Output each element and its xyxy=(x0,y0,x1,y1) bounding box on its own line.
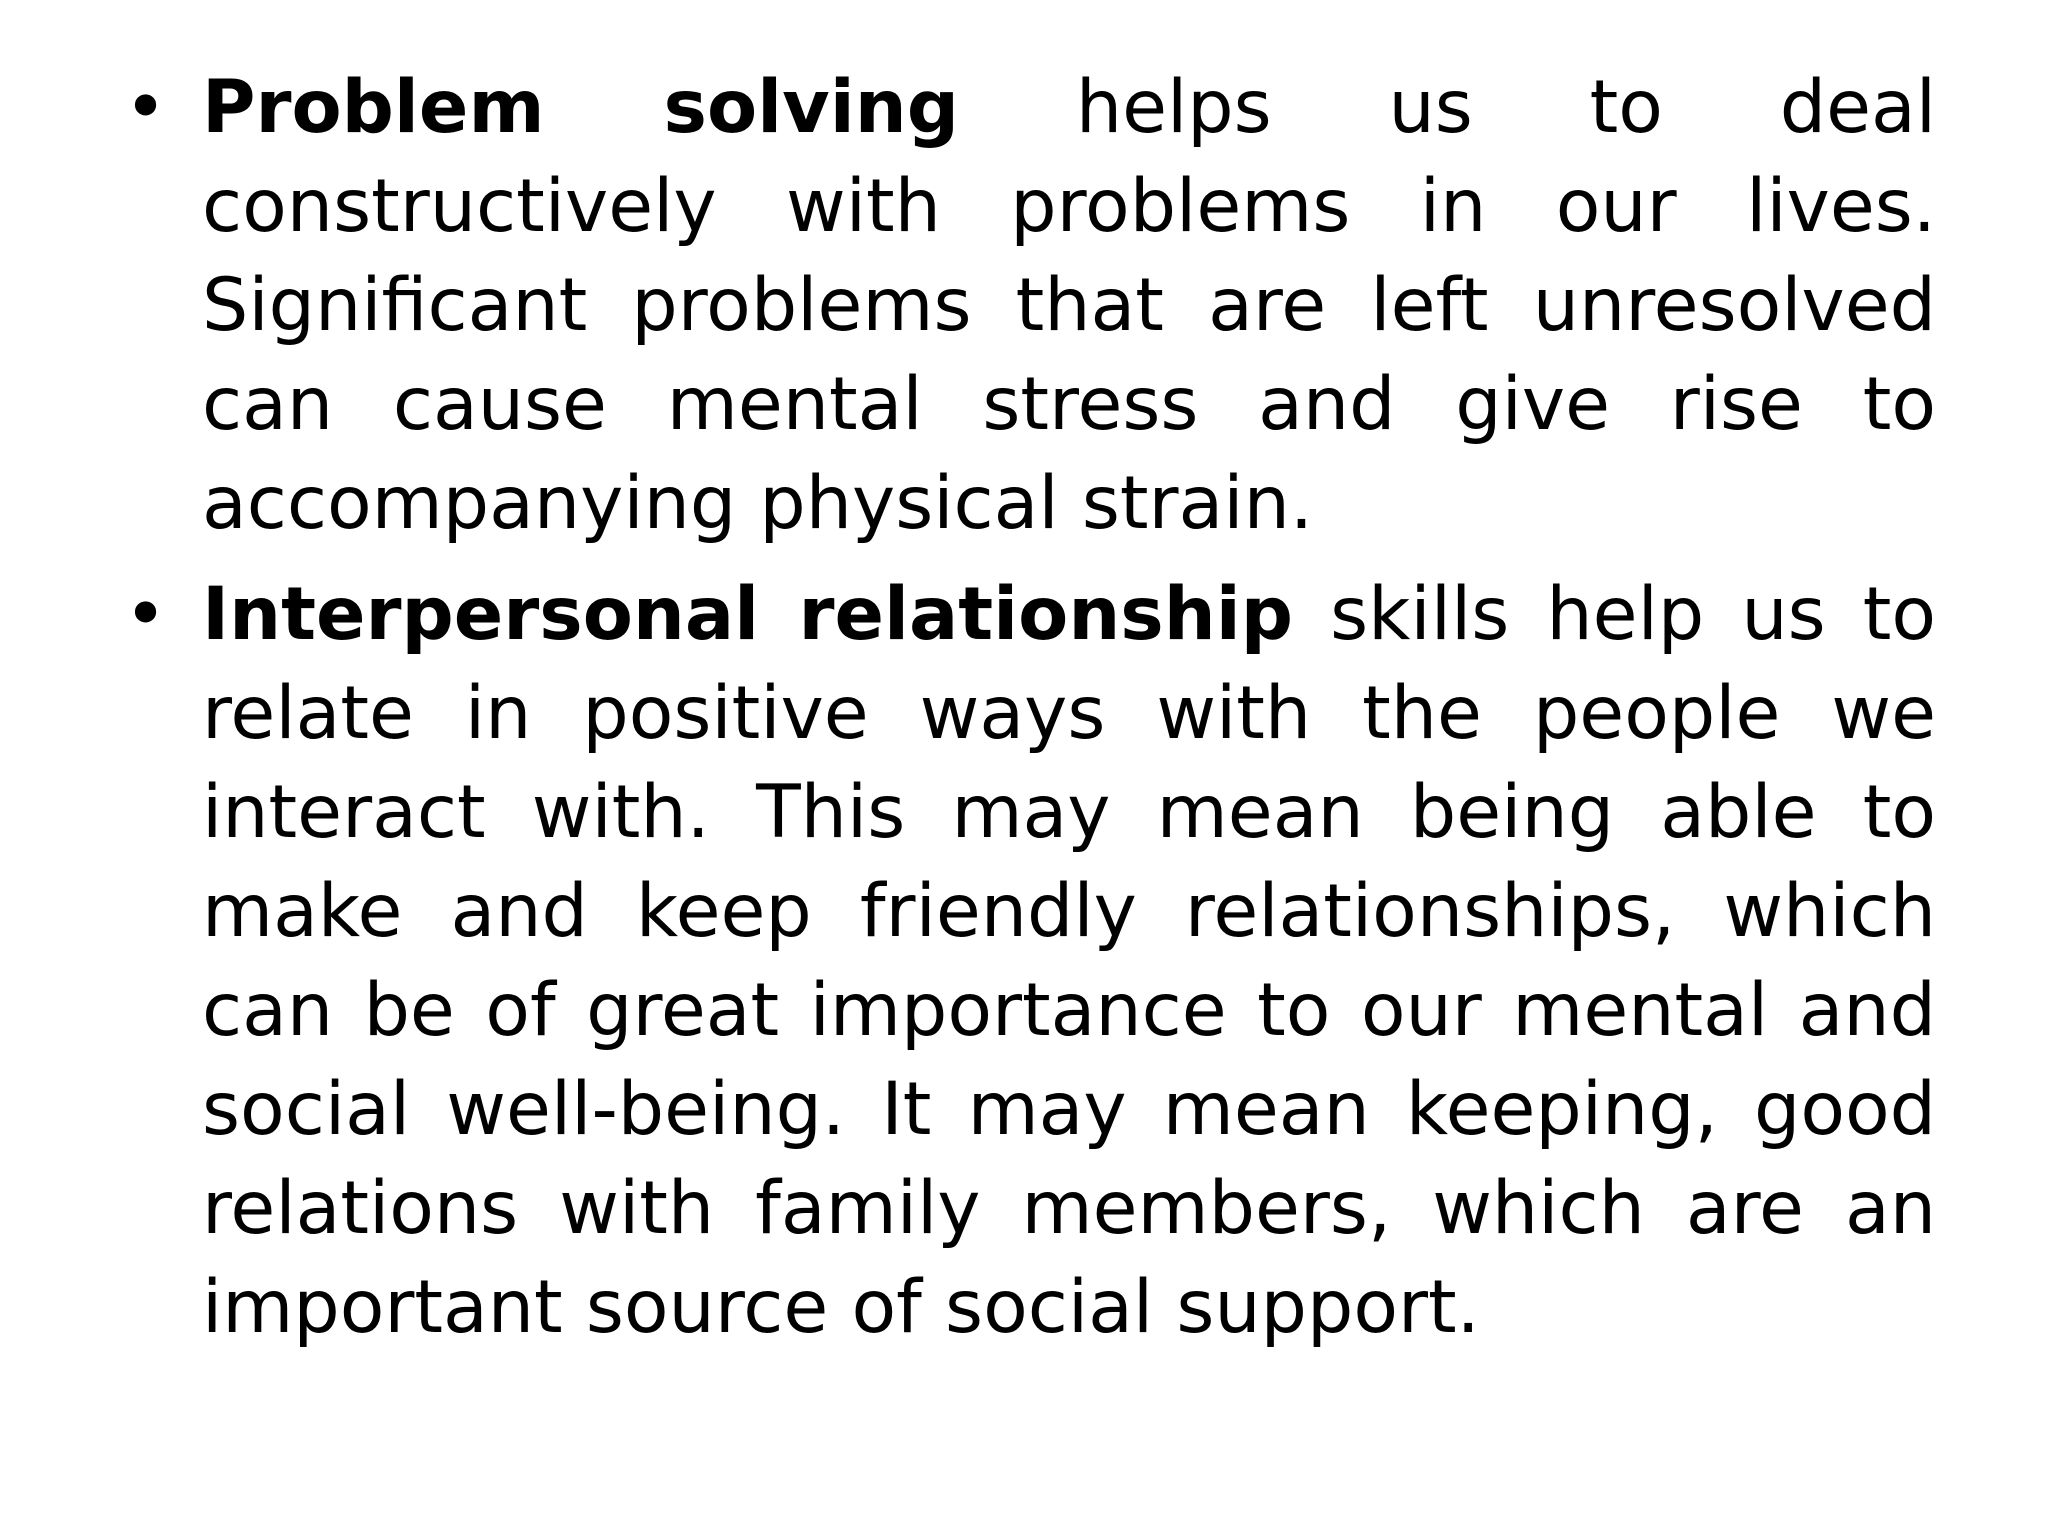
bullet-term: Interpersonal relationship xyxy=(202,572,1294,657)
bullet-item-problem-solving xyxy=(120,58,1936,553)
bullet-text: skills help us to relate in positive ways with the people we interact with. This may mean being able to make and keep friendly relationships, which can be of great importance to our mental and social well-being. It may mean keeping, good relations with family members, which are an important source of social support. xyxy=(202,572,1937,1350)
bullet-term: Problem solving xyxy=(202,65,960,150)
bullet-list xyxy=(120,58,1936,1369)
bullet-dot: • xyxy=(124,65,168,150)
bullet-dot: • xyxy=(124,572,168,657)
bullet-item-interpersonal-relationship xyxy=(120,565,1936,1357)
bullet-text: helps us to deal constructively with problems in our lives. Significant problems that are left unresolved can cause mental stress and give rise to accompanying physical strain. xyxy=(202,65,1937,546)
